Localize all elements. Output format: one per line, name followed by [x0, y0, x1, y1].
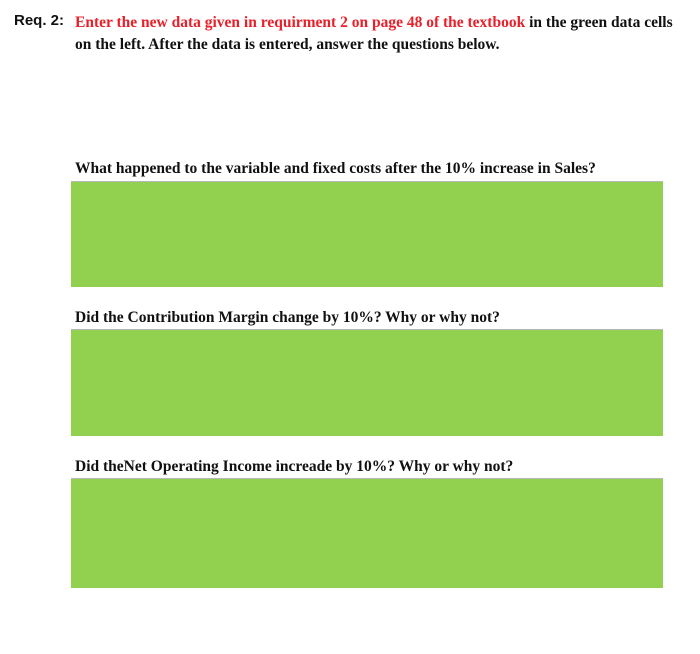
answer-cell-3[interactable]	[71, 478, 663, 588]
question-3-label: Did theNet Operating Income increade by 10%? Why or why not?	[75, 458, 514, 475]
answer-cell-2[interactable]	[71, 329, 663, 436]
answer-cell-1[interactable]	[71, 181, 663, 287]
requirement-instructions	[75, 12, 675, 56]
requirement-highlight: Enter the new data given in requirment 2 on page 48 of the textbook	[75, 14, 526, 31]
requirement-rest: in the green data cells on the left. After the data is entered, answer the questions below.	[75, 14, 673, 53]
question-2-label: Did the Contribution Margin change by 10%? Why or why not?	[75, 309, 500, 326]
question-1-label: What happened to the variable and fixed costs after the 10% increase in Sales?	[75, 160, 596, 177]
requirement-label: Req. 2:	[14, 12, 65, 29]
